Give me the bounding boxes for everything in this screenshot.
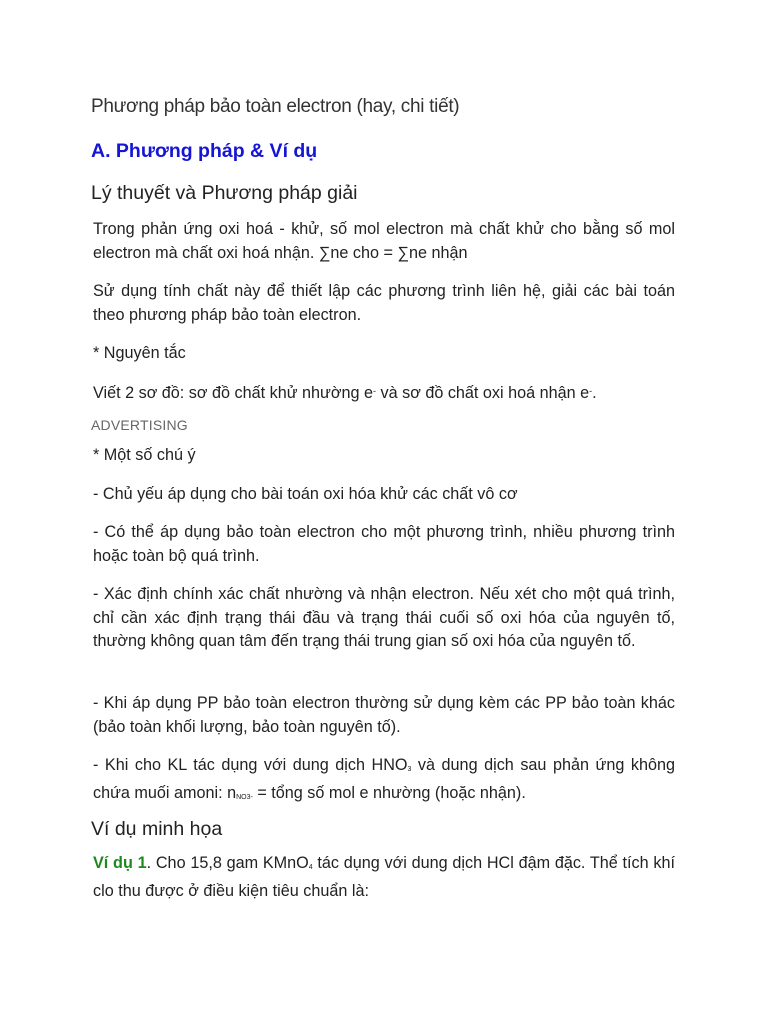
rule-text-part: . (592, 384, 597, 402)
example-heading: Ví dụ minh họa (91, 818, 223, 840)
note-item: - Chủ yếu áp dụng cho bài toán oxi hóa khử các chất vô cơ (93, 485, 518, 503)
note-text-part: và dung dịch sau phản ứng không chứa muối amoni: n (93, 756, 675, 802)
note-text-part: = tổng số mol e nhường (hoặc nhận). (252, 783, 526, 802)
example-text-part: . Cho 15,8 gam KMnO (146, 854, 309, 872)
example-1 (93, 852, 675, 903)
section-heading-a: A. Phương pháp & Ví dụ (91, 140, 318, 162)
rule-text (93, 380, 675, 406)
note-item: - Xác định chính xác chất nhường và nhận electron. Nếu xét cho một quá trình, chỉ cần xác định trạng thái đầu và trạng thái cuối số oxi hóa của nguyên tố, thường không quan tâm đến trạng thái trung gian số oxi hóa của nguyên tố. (93, 585, 675, 650)
rule-text-part: Viết 2 sơ đồ: sơ đồ chất khử nhường e (93, 384, 374, 402)
rule-heading: * Nguyên tắc (93, 344, 186, 362)
subscript: NO3- (236, 793, 253, 801)
page-title: Phương pháp bảo toàn electron (hay, chi tiết) (91, 96, 460, 117)
subscript: 4 (308, 864, 313, 871)
note-item: - Khi áp dụng PP bảo toàn electron thường sử dụng kèm các PP bảo toàn khác (bảo toàn khối lượng, bảo toàn nguyên tố). (93, 694, 675, 736)
note-item: - Có thể áp dụng bảo toàn electron cho một phương trình, nhiều phương trình hoặc toàn bộ quá trình. (93, 523, 675, 565)
note-item (93, 754, 675, 809)
rule-superscript: - (589, 386, 593, 396)
example-text-part: tác dụng với dung dịch HCl đậm đặc. Thể tích khí clo thu được ở điều kiện tiêu chuẩn là: (93, 854, 675, 900)
paragraph-electron-balance: Trong phản ứng oxi hoá - khử, số mol electron mà chất khử cho bằng số mol electron mà chất oxi hoá nhận. ∑ne cho = ∑ne nhận (93, 220, 675, 262)
note-text-part: - Khi cho KL tác dụng với dung dịch HNO (93, 756, 408, 774)
rule-text-part: và sơ đồ chất oxi hoá nhận e (376, 384, 590, 402)
subscript: 3 (407, 766, 412, 773)
example-label: Ví dụ 1 (93, 854, 147, 872)
advertising-label: ADVERTISING (91, 417, 188, 433)
notes-heading: * Một số chú ý (93, 446, 196, 464)
rule-superscript: - (373, 386, 377, 396)
paragraph-usage: Sử dụng tính chất này để thiết lập các phương trình liên hệ, giải các bài toán theo phương pháp bảo toàn electron. (93, 282, 675, 324)
theory-heading: Lý thuyết và Phương pháp giải (91, 182, 358, 204)
